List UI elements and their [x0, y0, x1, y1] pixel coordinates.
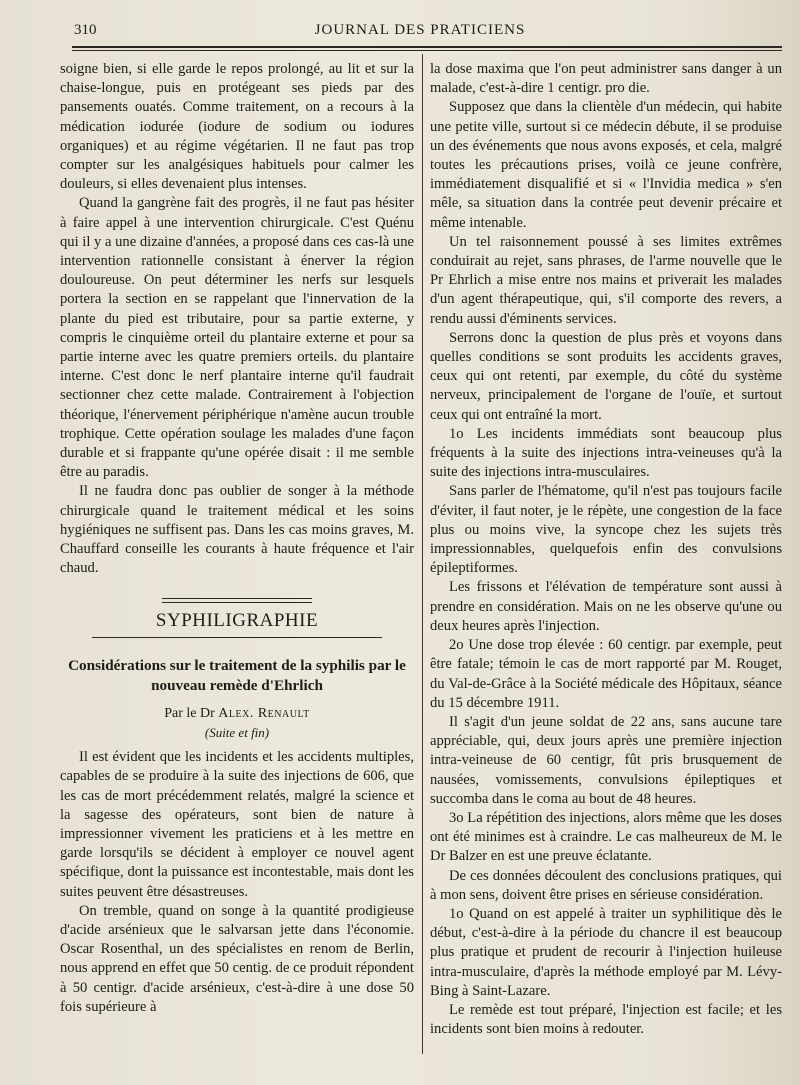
section-rule-bottom	[92, 637, 382, 638]
paragraph: Sans parler de l'hématome, qu'il n'est pas toujours facile d'éviter, il faut noter, je le répète, une congestion de la face plus ou moins vive, la syncope chez les sujets très impressionnables, quelquefois enfin des convulsions épileptiformes.	[430, 483, 782, 577]
paragraph: Quand la gangrène fait des progrès, il ne faut pas hésiter à faire appel à une intervention chirurgicale. C'est Quénu qui il y a une dizaine d'années, a proposé dans ces cas-là une intervention rationnelle consistant à énerver la région douloureuse. On peut déterminer les nerfs sur lesquels portera la section en se rappelant que l'innervation de la plante du pied est tributaire, pour sa partie externe, y compris le cinquième orteil du plantaire externe et pour sa partie interne avec les quatre premiers orteils. du plantaire interne. C'est donc le nerf plantaire interne qu'il faudrait sectionner chez cette malade. Contrairement à l'objection théorique, l'énervement périphérique n'amène aucun trouble trophique. Cette opération soulage les malades d'une façon durable et si frappante qu'une opérée disait : il me semble être au paradis.	[60, 195, 414, 481]
paragraph: De ces données découlent des conclusions pratiques, qui à mon sens, doivent être prises en sérieuse considération.	[430, 867, 782, 903]
page-number: 310	[74, 22, 97, 38]
section-title: SYPHILIGRAPHIE	[155, 610, 319, 632]
paragraph: 1o Les incidents immédiats sont beaucoup plus fréquents à la suite des injections intra-veineuses qu'à la suite des injections intra-musculaires.	[430, 425, 782, 481]
paragraph: Il est évident que les incidents et les accidents multiples, capables de se produire à la suite des injections de 606, que les cas de mort précédemment relatés, malgré la science et la sagesse des opérateurs, sont bien de nature à impressionner vivement les praticiens et à les mettre en garde lorsqu'ils se décident à employer ce nouvel agent spécifique, dont la puissance est incontestable, mais dont les suites peuvent être désastreuses.	[60, 749, 414, 900]
paragraph: On tremble, quand on songe à la quantité prodigieuse d'acide arsénieux que le salvarsan jette dans l'économie. Oscar Rosenthal, un des spécialistes en renom de Berlin, nous apprend en effet que 50 centig. de ce produit répondent à 50 centigr. d'acide arsénieux, c'est-à-dire à une dose 50 fois supérieure à	[60, 902, 414, 1015]
column-divider	[422, 54, 423, 1054]
paragraph: 3o La répétition des injections, alors même que les doses ont été minimes est à craindre. Le cas malheureux de M. le Dr Balzer en est une preuve éclatante.	[430, 809, 782, 865]
paragraph: soigne bien, si elle garde le repos prolongé, au lit et sur la chaise-longue, puis en protégeant ses pieds par des pansements ouatés. Comme traitement, on a recours à la médication iodurée (iodure de sodium ou iodures organiques) et au régime végétarien. Il ne faut pas trop compter sur les analgésiques habituels pour calmer les douleurs, si elles devenaient plus intenses.	[60, 61, 414, 193]
article-title: Considérations sur le traitement de la syphilis par le nouveau remède d'Ehrlich	[68, 656, 406, 694]
continued-note: (Suite et fin)	[204, 724, 270, 740]
paragraph: 1o Quand on est appelé à traiter un syphilitique dès le début, c'est-à-dire à la période du chancre il est beaucoup plus pratique et prudent de recourir à l'injection huileuse intra-musculaire, d'après la méthode employé par M. Lévy-Bing à Saint-Lazare.	[430, 905, 782, 999]
paragraph: 2o Une dose trop élevée : 60 centigr. par exemple, peut être fatale; témoin le cas de mort rapporté par M. Rouget, du Val-de-Grâce à la Société médicale des Hôpitaux, séance du 15 décembre 1911.	[430, 637, 782, 711]
section-rule-top	[162, 598, 312, 603]
paragraph: Serrons donc la question de plus près et voyons dans quelles conditions se sont produits les accidents graves, ceux qui ont retenti, par exemple, du côté du système nerveux, principalement de l'organe de l'ouïe, et surtout ceux qui ont entraîné la mort.	[430, 329, 782, 423]
page-header	[60, 20, 780, 46]
byline	[60, 704, 414, 723]
header-rule	[72, 46, 782, 48]
paragraph: Les frissons et l'élévation de température sont aussi à prendre en considération. Mais on ne les observe qu'une ou deux heures après l'injection.	[430, 579, 782, 634]
paragraph: Un tel raisonnement poussé à ses limites extrêmes conduirait au rejet, sans phrases, de l'arme nouvelle que le Pr Ehrlich a mise entre nos mains et priverait les malades d'un agent thérapeutique, qui, s'il comporte des revers, a rendu aussi d'éminents services.	[430, 233, 782, 327]
byline-prefix: Par le Dr	[164, 705, 215, 721]
byline-author: Alex. Renault	[218, 705, 310, 721]
paragraph: Le remède est tout préparé, l'injection est facile; et les incidents sont bien moins à redouter.	[430, 1001, 782, 1038]
paragraph: Il s'agit d'un jeune soldat de 22 ans, sans aucune tare appréciable, qui, deux jours après une première injection intra-veineuse de 60 centigr, fût pris brusquement de nausées, vomissements, convulsions épileptiques et succomba dans le coma au bout de 48 heures.	[430, 713, 782, 807]
paragraph: Supposez que dans la clientèle d'un médecin, qui habite une petite ville, surtout si ce médecin débute, il se produise un des événements que nous avons exposés, et cela, malgré toutes les précautions prises, voilà ce jeune confrère, immédiatement disqualifié et si « l'Invidia medica » s'en mêle, sa situation dans la contrée peut devenir précaire et même intenable.	[430, 99, 782, 231]
right-column	[430, 60, 782, 1039]
header-rule-thin	[72, 50, 782, 51]
paragraph: la dose maxima que l'on peut administrer sans danger à un malade, c'est-à-dire 1 centigr. pro die.	[430, 61, 782, 97]
paragraph: Il ne faudra donc pas oublier de songer à la méthode chirurgicale quand le traitement médical et les soins hygiéniques ne suffisent pas. Dans les cas moins graves, M. Chauffard conseille les courants à haute fréquence et l'air chaud.	[60, 483, 414, 577]
journal-title: JOURNAL DES PRATICIENS	[314, 22, 526, 38]
left-column	[60, 60, 414, 1017]
